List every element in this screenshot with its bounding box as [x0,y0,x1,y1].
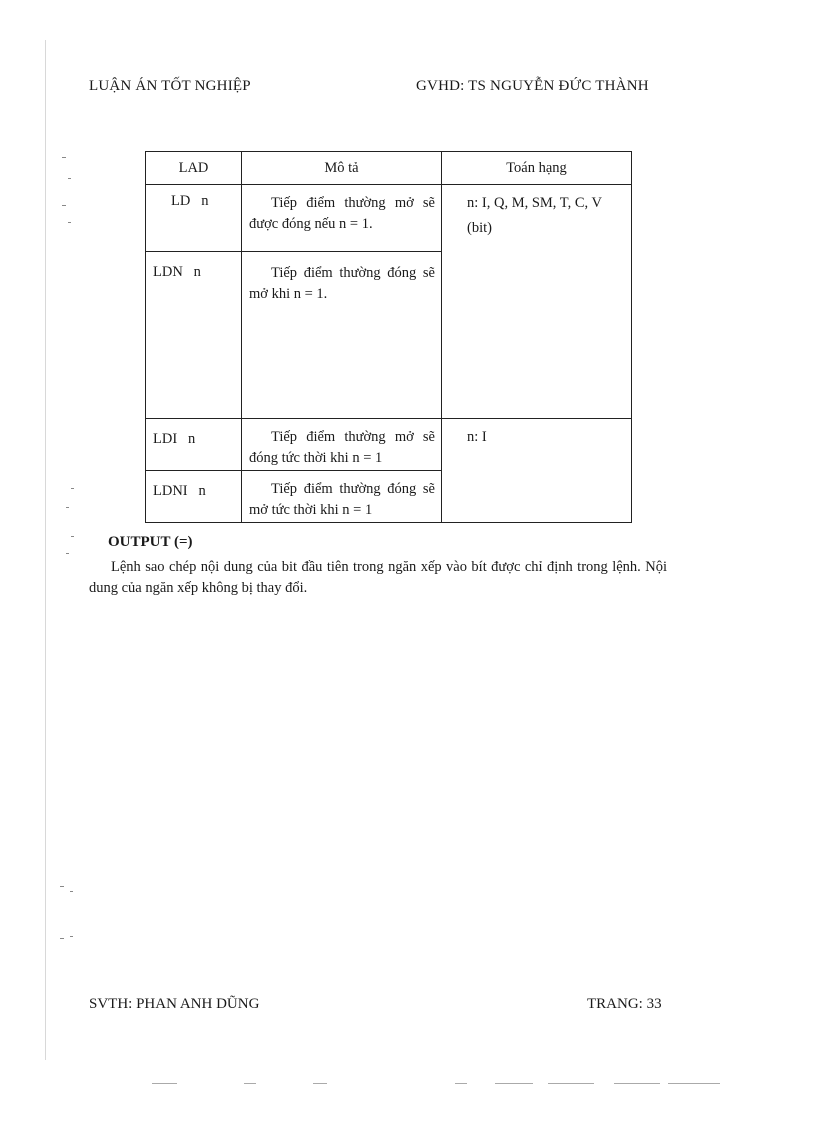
scan-mark [495,1083,533,1084]
table-row [146,185,632,252]
operand-cell [442,185,632,419]
operand-line: n: I [467,429,487,445]
table-row [146,419,632,471]
scan-mark [244,1083,256,1084]
lad-cell: LDN n [146,252,242,419]
lad-cell: LDI n [146,419,242,471]
scan-mark [668,1083,720,1084]
scan-mark [70,891,73,892]
scan-mark [60,938,64,939]
description-cell: Tiếp điểm thường đóng sẽ mở khi n = 1. [242,252,442,419]
scan-mark [152,1083,177,1084]
operand-line: (bit) [467,220,492,236]
description-cell: Tiếp điểm thường mở sẽ đóng tức thời khi n = 1 [242,419,442,471]
col-header-lad: LAD [146,152,242,185]
section-paragraph: Lệnh sao chép nội dung của bit đầu tiên trong ngăn xếp vào bít được chỉ định trong lệnh. Nội dung của ngăn xếp không bị thay đổi. [89,559,667,596]
operand-cell [442,419,632,523]
header-advisor: GVHD: TS NGUYỄN ĐỨC THÀNH [416,78,649,94]
header-thesis-title: LUẬN ÁN TỐT NGHIỆP [89,78,251,94]
scan-mark [66,507,69,508]
scan-mark [66,553,69,554]
col-header-operand: Toán hạng [442,152,632,185]
scan-mark [62,157,66,158]
scan-mark [70,936,73,937]
lad-cell: LD n [146,185,242,252]
col-header-description: Mô tả [242,152,442,185]
scan-mark [71,536,74,537]
scan-mark [60,886,64,887]
instruction-table [145,151,632,523]
table-header-row [146,152,632,185]
scan-mark [548,1083,594,1084]
operand-line: n: I, Q, M, SM, T, C, V [467,195,602,211]
scan-mark [68,222,71,223]
description-cell: Tiếp điểm thường mở sẽ được đóng nếu n = 1. [242,185,442,252]
scan-mark [313,1083,327,1084]
scan-mark [455,1083,467,1084]
scan-mark [62,205,66,206]
footer-student: SVTH: PHAN ANH DŨNG [89,996,260,1012]
scan-margin-line [45,40,46,1060]
lad-cell: LDNI n [146,471,242,523]
scan-mark [614,1083,660,1084]
section-title: OUTPUT (=) [108,534,193,550]
footer-page-number: TRANG: 33 [587,996,662,1012]
scan-mark [71,488,74,489]
description-cell: Tiếp điểm thường đóng sẽ mở tức thời khi n = 1 [242,471,442,523]
scan-mark [68,178,71,179]
